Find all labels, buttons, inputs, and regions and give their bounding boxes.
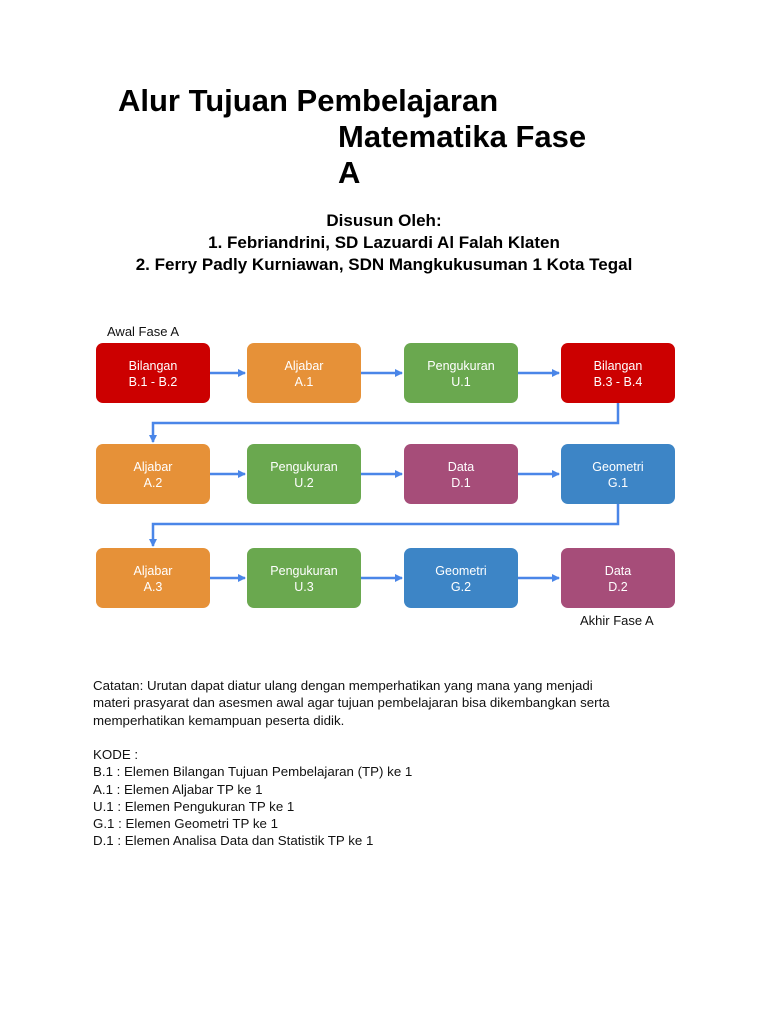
flow-node-name: Aljabar xyxy=(133,460,173,474)
flow-node-bilangan xyxy=(561,343,675,403)
flow-node-code: U.1 xyxy=(451,375,471,389)
author-2: 2. Ferry Padly Kurniawan, SDN Mangkukusuman 1 Kota Tegal xyxy=(135,255,633,274)
code-legend-item: D.1 : Elemen Analisa Data dan Statistik TP ke 1 xyxy=(93,833,374,849)
flow-node-code: U.2 xyxy=(294,476,314,490)
flow-node-name: Pengukuran xyxy=(427,359,495,373)
note-line: Catatan: Urutan dapat diatur ulang dengan memperhatikan yang mana yang menjadi xyxy=(93,678,593,693)
flow-wrap-arrow xyxy=(153,504,618,546)
code-legend xyxy=(93,746,412,850)
author-1: 1. Febriandrini, SD Lazuardi Al Falah Klaten xyxy=(208,233,560,252)
page-title-line-3: A xyxy=(338,155,361,190)
page-title-line-2: Matematika Fase xyxy=(338,119,587,154)
flow-node-name: Bilangan xyxy=(593,359,643,373)
flow-node-code: A.1 xyxy=(294,375,314,389)
code-legend-item: B.1 : Elemen Bilangan Tujuan Pembelajaran (TP) ke 1 xyxy=(93,764,413,780)
flow-node-code: D.1 xyxy=(451,476,471,490)
compiled-by-label: Disusun Oleh: xyxy=(326,211,442,230)
flow-node-code: U.3 xyxy=(294,580,314,594)
flow-node-pengukuran xyxy=(247,444,361,504)
flow-node-code: G.1 xyxy=(607,476,629,490)
notes-block xyxy=(93,677,693,729)
flow-wrap-arrow xyxy=(153,403,618,442)
flow-node-name: Data xyxy=(447,460,475,474)
flow-node-name: Aljabar xyxy=(284,359,324,373)
flow-node-geometri xyxy=(404,548,518,608)
flow-node-code: D.2 xyxy=(608,580,628,594)
note-line: memperhatikan kemampuan peserta didik. xyxy=(93,712,345,728)
note-line: materi prasyarat dan asesmen awal agar tujuan pembelajaran bisa dikembangkan serta xyxy=(93,695,610,711)
flow-node-code: A.2 xyxy=(143,476,163,490)
flow-node-code: G.2 xyxy=(450,580,472,594)
flow-node-data xyxy=(561,548,675,608)
flow-node-aljabar xyxy=(96,444,210,504)
end-label: Akhir Fase A xyxy=(580,613,654,628)
flow-node-code: B.3 - B.4 xyxy=(593,375,643,389)
flow-node-aljabar xyxy=(247,343,361,403)
flow-node-code: A.3 xyxy=(143,580,163,594)
flow-node-name: Geometri xyxy=(592,460,644,474)
flow-node-geometri xyxy=(561,444,675,504)
flow-node-name: Pengukuran xyxy=(270,460,338,474)
flow-node-pengukuran xyxy=(247,548,361,608)
code-legend-heading: KODE : xyxy=(93,747,139,762)
flow-node-code: B.1 - B.2 xyxy=(128,375,178,389)
flow-node-aljabar xyxy=(96,548,210,608)
page-title-line-1: Alur Tujuan Pembelajaran xyxy=(118,83,499,118)
flow-node-name: Aljabar xyxy=(133,564,173,578)
flow-node-data xyxy=(404,444,518,504)
learning-flow-diagram xyxy=(0,315,768,635)
code-legend-item: U.1 : Elemen Pengukuran TP ke 1 xyxy=(93,798,295,814)
code-legend-item: G.1 : Elemen Geometri TP ke 1 xyxy=(93,816,279,832)
flow-node-name: Bilangan xyxy=(128,359,178,373)
flow-node-name: Pengukuran xyxy=(270,564,338,578)
code-legend-item: A.1 : Elemen Aljabar TP ke 1 xyxy=(93,781,263,797)
authors-block xyxy=(0,210,768,276)
flow-node-pengukuran xyxy=(404,343,518,403)
flow-node-name: Geometri xyxy=(435,564,487,578)
start-label: Awal Fase A xyxy=(107,324,180,339)
flow-node-bilangan xyxy=(96,343,210,403)
flow-node-name: Data xyxy=(604,564,632,578)
